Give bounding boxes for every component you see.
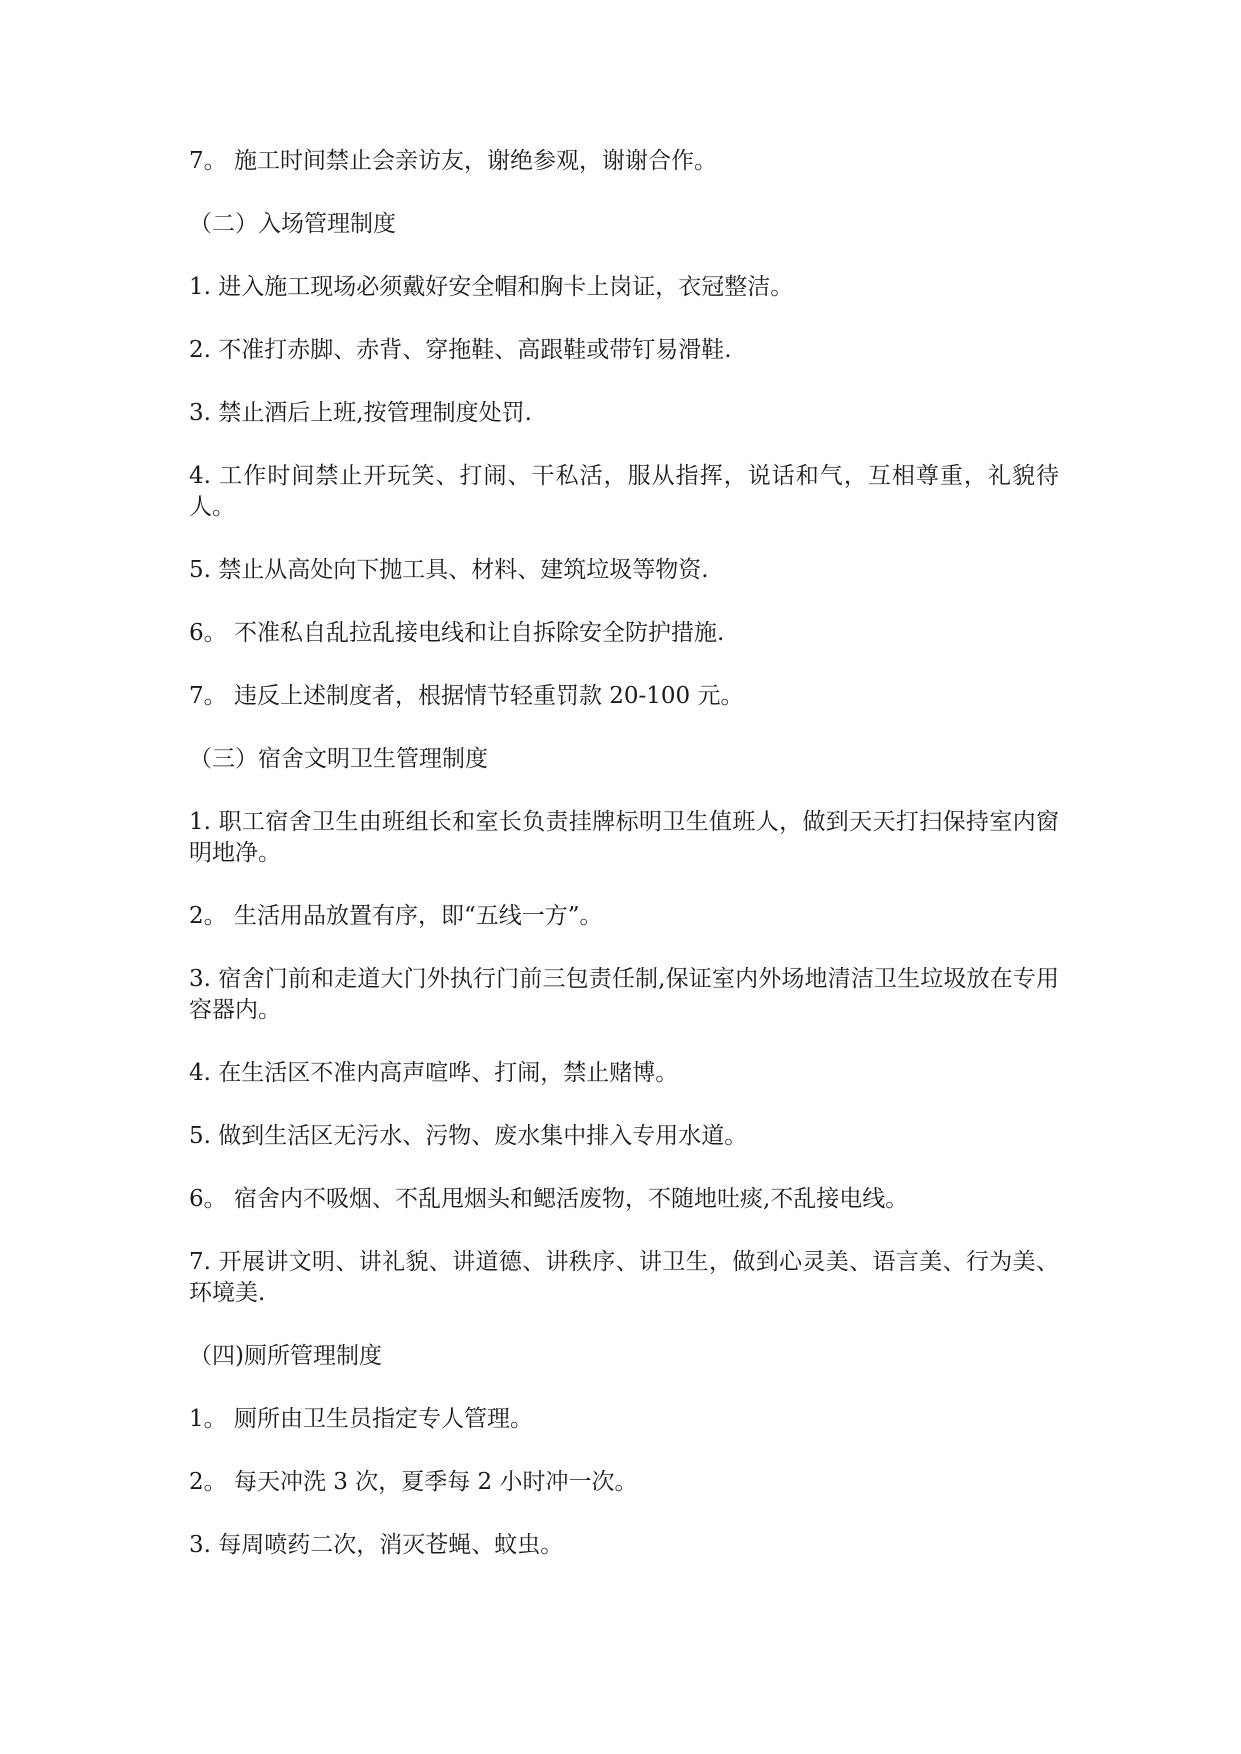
paragraph: 2. 不准打赤脚、赤背、穿拖鞋、高跟鞋或带钉易滑鞋. <box>189 337 732 363</box>
section-heading: （二）入场管理制度 <box>189 211 396 237</box>
paragraph: 3. 禁止酒后上班,按管理制度处罚. <box>189 400 532 426</box>
paragraph: 1。 厕所由卫生员指定专人管理。 <box>189 1406 533 1432</box>
paragraph: 1. 职工宿舍卫生由班组长和室长负责挂牌标明卫生值班人，做到天天打扫保持室内窗明地净。 <box>189 809 1059 866</box>
paragraph: 4. 在生活区不准内高声喧哗、打闹，禁止赌博。 <box>189 1060 679 1086</box>
paragraph: 5. 禁止从高处向下抛工具、材料、建筑垃圾等物资. <box>189 557 709 583</box>
paragraph: 2。 生活用品放置有序，即“五线一方”。 <box>189 903 603 929</box>
paragraph: 6。 不准私自乱拉乱接电线和让自拆除安全防护措施. <box>189 620 725 646</box>
paragraph: 1. 进入施工现场必须戴好安全帽和胸卡上岗证，衣冠整洁。 <box>189 274 794 300</box>
paragraph: 2。 每天冲洗 3 次，夏季每 2 小时冲一次。 <box>189 1469 638 1495</box>
paragraph: 3. 每周喷药二次，消灭苍蝇、蚊虫。 <box>189 1532 564 1558</box>
section-heading: （三）宿舍文明卫生管理制度 <box>189 746 488 772</box>
paragraph: 4. 工作时间禁止开玩笑、打闹、干私活，服从指挥，说话和气，互相尊重，礼貌待人。 <box>189 463 1059 520</box>
paragraph: 3. 宿舍门前和走道大门外执行门前三包责任制,保证室内外场地清洁卫生垃圾放在专用容器内。 <box>189 966 1059 1023</box>
paragraph: 6。 宿舍内不吸烟、不乱甩烟头和鳃活废物，不随地吐痰,不乱接电线。 <box>189 1186 909 1212</box>
paragraph: 7。 施工时间禁止会亲访友，谢绝参观，谢谢合作。 <box>189 148 717 174</box>
paragraph: 7. 开展讲文明、讲礼貌、讲道德、讲秩序、讲卫生，做到心灵美、语言美、行为美、环境美. <box>189 1249 1059 1306</box>
paragraph: 5. 做到生活区无污水、污物、废水集中排入专用水道。 <box>189 1123 748 1149</box>
document-body <box>189 146 1059 1593</box>
paragraph: 7。 违反上述制度者，根据情节轻重罚款 20-100 元。 <box>189 683 744 709</box>
section-heading: （四)厕所管理制度 <box>189 1343 382 1369</box>
